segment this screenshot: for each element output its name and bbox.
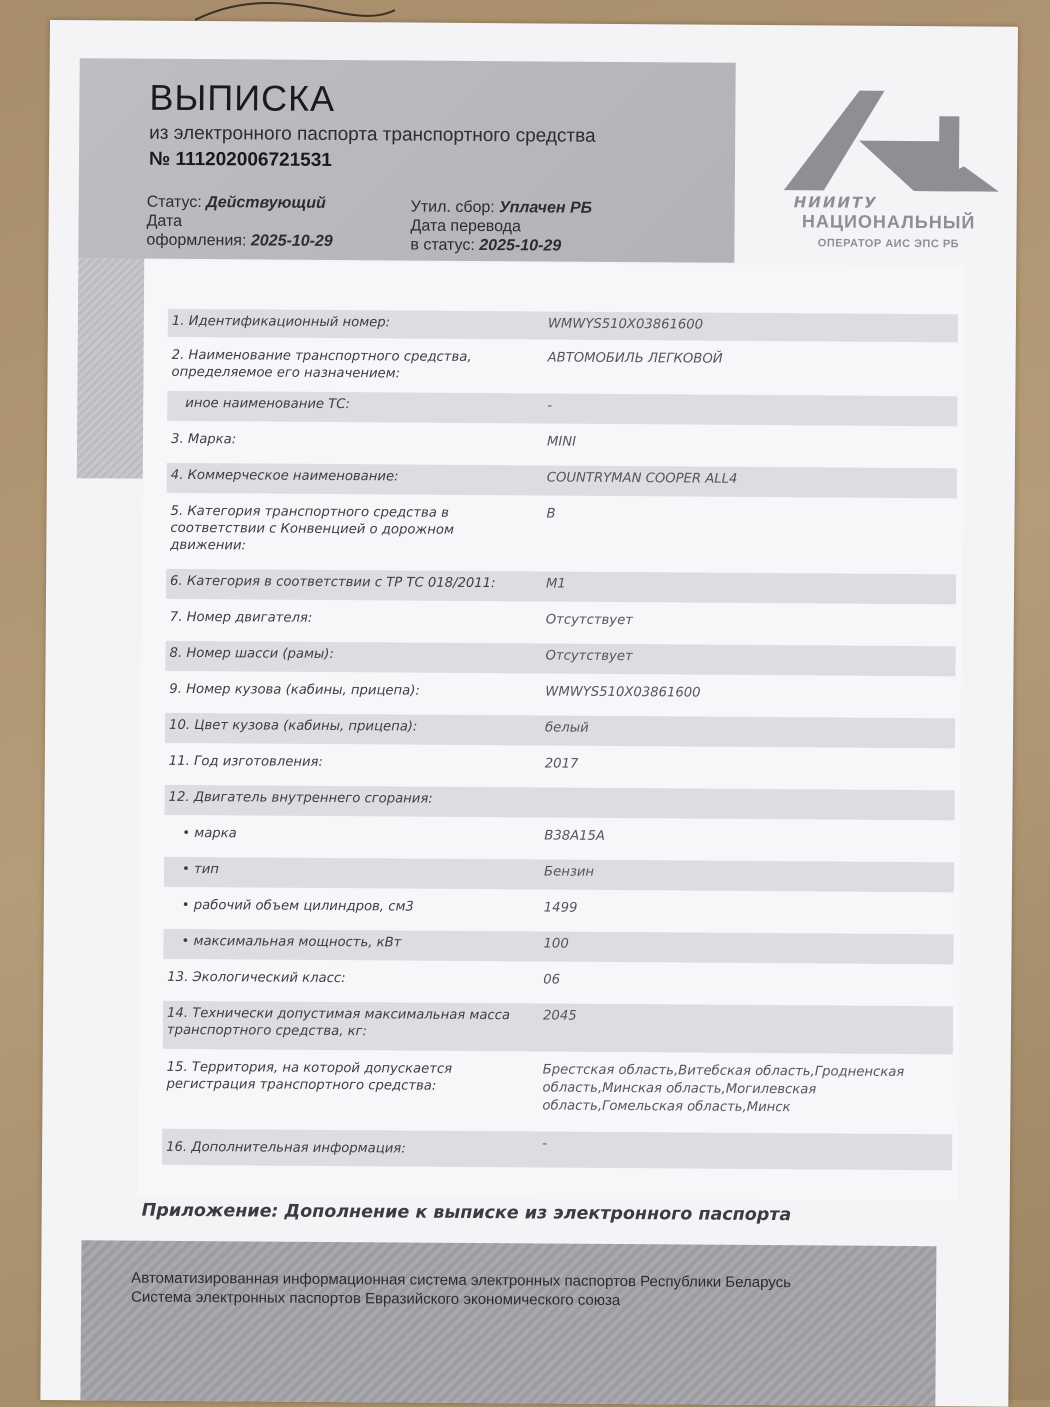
row-label: 14. Технически допустимая максимальная масса транспортного средства, кг:	[166, 1005, 511, 1040]
row-label: 1. Идентификационный номер:	[171, 313, 391, 331]
transfer-label-2: в статус:	[410, 236, 475, 254]
row-value: 2017	[544, 756, 579, 772]
row-label: 15. Территория, на которой допускается регистрация транспортного средства:	[166, 1059, 453, 1094]
row-value: Бензин	[544, 864, 595, 880]
table-row	[167, 391, 957, 427]
row-value: B	[546, 506, 556, 522]
row-value: COUNTRYMAN COOPER ALL4	[546, 470, 738, 487]
row-label: 5. Категория транспортного средства в соответствии с Конвенцией о дорожном движении:	[170, 503, 455, 554]
row-value: B38A15A	[544, 828, 606, 844]
row-label: 16. Дополнительная информация:	[166, 1139, 406, 1157]
table-row	[163, 1001, 953, 1055]
table-row	[162, 1129, 952, 1171]
row-value: 100	[543, 936, 569, 952]
table-row	[162, 1055, 952, 1125]
row-label: 2. Наименование транспортного средства, определяемое его назначением:	[171, 347, 472, 382]
table-row	[164, 893, 954, 929]
appendix-title: Приложение: Дополнение к выписке из электронного паспорта	[141, 1200, 792, 1226]
document-title: ВЫПИСКА	[149, 76, 336, 119]
row-value	[545, 791, 950, 794]
row-value: 06	[543, 972, 561, 988]
table-row	[166, 569, 956, 605]
table-row	[167, 427, 957, 463]
row-label: 7. Номер двигателя:	[169, 609, 313, 626]
transfer-date: 2025-10-29	[479, 237, 562, 255]
table-row	[164, 857, 954, 893]
document-subtitle: из электронного паспорта транспортного средства	[149, 122, 596, 147]
footer-line2: Система электронных паспортов Евразийского экономического союза	[131, 1288, 621, 1310]
row-value: Отсутствует	[545, 648, 633, 665]
row-value: MINI	[547, 434, 577, 450]
logo-caption-line2: ОПЕРАТОР АИС ЭПС РБ	[817, 237, 960, 251]
footer-line1: Автоматизированная информационная система электронных паспортов Республики Беларусь	[131, 1269, 791, 1292]
table-row	[165, 749, 955, 785]
document-number: № 111202006721531	[148, 148, 332, 171]
issue-label-2: оформления:	[146, 231, 247, 250]
row-label: 13. Экологический класс:	[167, 969, 346, 987]
row-value: белый	[545, 720, 589, 736]
issue-date: 2025-10-29	[250, 232, 333, 250]
row-value: АВТОМОБИЛЬ ЛЕГКОВОЙ	[547, 350, 723, 367]
table-row	[165, 713, 955, 749]
row-value: Отсутствует	[545, 612, 633, 629]
row-value: Брестская область,Витебская область,Гродненская область,Минская область,Могилевская область,Гомельская область,Минск	[542, 1062, 905, 1116]
recycling-block	[410, 198, 592, 256]
table-row	[167, 343, 957, 393]
row-label: • максимальная мощность, кВт	[181, 933, 402, 951]
table-row	[166, 605, 956, 641]
table-row	[166, 499, 956, 567]
status-value: Действующий	[206, 194, 326, 212]
row-label: 12. Двигатель внутреннего сгорания:	[168, 789, 433, 807]
logo-caption-line1: НАЦИОНАЛЬНЫЙ	[801, 211, 976, 233]
footer-text	[131, 1269, 931, 1313]
row-value: -	[542, 1136, 547, 1152]
table-row	[163, 929, 953, 965]
row-value: -	[547, 398, 553, 414]
issue-label-1: Дата	[146, 212, 183, 230]
table-row	[165, 641, 955, 677]
logo-caption	[768, 210, 1008, 256]
footer-band	[80, 1240, 936, 1406]
table-row	[165, 677, 955, 713]
document-sheet	[40, 20, 1018, 1407]
row-value: M1	[546, 576, 566, 592]
row-label: 11. Год изготовления:	[168, 753, 323, 770]
row-label: иное наименование ТС:	[185, 395, 351, 413]
row-label: • марка	[182, 825, 237, 842]
recycling-label: Утил. сбор:	[410, 198, 495, 217]
recycling-value: Уплачен РБ	[499, 199, 593, 217]
row-label: 6. Категория в соответствии с ТР ТС 018/2011:	[170, 573, 496, 592]
table-row	[164, 821, 954, 857]
row-label: 10. Цвет кузова (кабины, прицепа):	[169, 717, 418, 735]
row-label: 8. Номер шасси (рамы):	[169, 645, 334, 662]
status-block	[146, 193, 333, 251]
transfer-label-1: Дата перевода	[410, 217, 521, 236]
row-value: WMWYS510X03861600	[545, 684, 701, 701]
left-stripe	[77, 258, 145, 478]
table-row	[167, 463, 957, 499]
table-row	[168, 309, 958, 343]
row-label: • рабочий объем цилиндров, см3	[181, 897, 414, 915]
row-value: 1499	[543, 900, 578, 916]
row-value: 2045	[543, 1008, 577, 1024]
row-label: 4. Коммерческое наименование:	[170, 467, 399, 485]
logo-mark-text: НИИИТУ	[793, 193, 878, 212]
row-label: • тип	[182, 861, 219, 878]
row-label: 3. Марка:	[171, 431, 237, 448]
status-label: Статус:	[146, 193, 202, 212]
row-value: WMWYS510X03861600	[547, 316, 704, 333]
row-label: 9. Номер кузова (кабины, прицепа):	[169, 681, 420, 699]
table-row	[164, 785, 954, 821]
table-row	[163, 965, 953, 1001]
